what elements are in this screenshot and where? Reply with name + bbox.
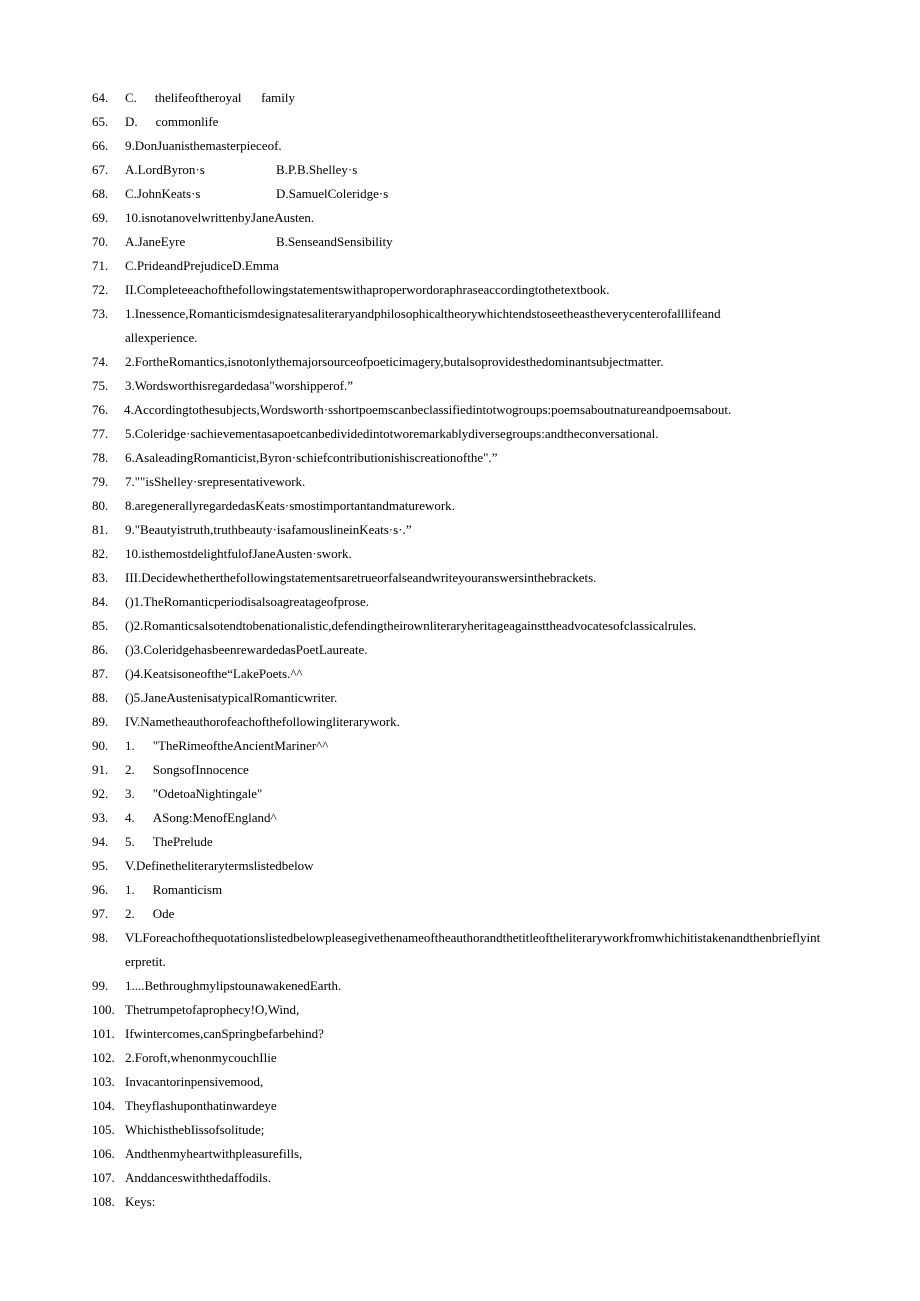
line-number: 72. bbox=[92, 282, 109, 297]
item-text: Ode bbox=[152, 906, 175, 921]
list-item bbox=[92, 86, 872, 110]
line-number: 67. bbox=[92, 162, 109, 177]
list-item bbox=[92, 686, 872, 710]
item-text: ThePrelude bbox=[152, 834, 213, 849]
line-number: 74. bbox=[92, 354, 109, 369]
list-item bbox=[92, 110, 872, 134]
line-number: 107. bbox=[92, 1170, 115, 1185]
section-heading: V.Definetheliterarytermslistedbelow bbox=[125, 858, 314, 873]
list-item bbox=[92, 734, 872, 758]
list-item bbox=[92, 134, 872, 158]
line-number: 78. bbox=[92, 450, 109, 465]
question-list bbox=[92, 86, 872, 1214]
list-item bbox=[92, 662, 872, 686]
item-text: SongsofInnocence bbox=[152, 762, 249, 777]
line-number: 96. bbox=[92, 882, 109, 897]
line-text: ()4.Keatsisoneofthe“LakePoets.^^ bbox=[125, 666, 303, 681]
option-left: C.JohnKeats·s bbox=[125, 186, 201, 201]
line-number: 70. bbox=[92, 234, 109, 249]
list-item bbox=[92, 590, 872, 614]
line-text: 2.FortheRomantics,isnotonlythemajorsourceofpoeticimagery,butalsoprovidesthedominantsubjectmatter. bbox=[125, 354, 664, 369]
line-text: ()3.ColeridgehasbeenrewardedasPoetLaureate. bbox=[125, 642, 368, 657]
list-item bbox=[92, 902, 872, 926]
line-number: 83. bbox=[92, 570, 109, 585]
item-number: 1. bbox=[125, 738, 135, 753]
line-text: 5.Coleridge·sachievementasapoetcanbedividedintotworemarkablydiversegroups:andtheconversational. bbox=[125, 426, 659, 441]
line-number: 90. bbox=[92, 738, 109, 753]
list-item bbox=[92, 1118, 872, 1142]
list-item bbox=[92, 1190, 872, 1214]
line-number: 89. bbox=[92, 714, 109, 729]
line-text: C.PrideandPrejudiceD.Emma bbox=[125, 258, 279, 273]
line-number: 92. bbox=[92, 786, 109, 801]
line-number: 106. bbox=[92, 1146, 115, 1161]
list-item bbox=[92, 182, 872, 206]
line-number: 85. bbox=[92, 618, 109, 633]
list-item bbox=[92, 446, 872, 470]
line-number: 75. bbox=[92, 378, 109, 393]
line-number: 93. bbox=[92, 810, 109, 825]
list-item bbox=[92, 614, 872, 638]
line-number: 108. bbox=[92, 1194, 115, 1209]
item-text: "TheRimeoftheAncientMariner^^ bbox=[152, 738, 329, 753]
quotation-line: 2.Foroft,whenonmycouchIlie bbox=[125, 1050, 277, 1065]
line-number: 81. bbox=[92, 522, 109, 537]
line-number: 94. bbox=[92, 834, 109, 849]
line-text: 9.DonJuanisthemasterpieceof. bbox=[125, 138, 282, 153]
line-number: 64. bbox=[92, 90, 109, 105]
option-text: thelifeoftheroyal bbox=[154, 90, 242, 105]
list-item bbox=[92, 518, 872, 542]
list-item bbox=[92, 854, 872, 878]
line-text: 7.""isShelley·srepresentativework. bbox=[125, 474, 306, 489]
option-letter: D. bbox=[125, 114, 138, 129]
line-number: 77. bbox=[92, 426, 109, 441]
item-text: Romanticism bbox=[152, 882, 223, 897]
line-number: 65. bbox=[92, 114, 109, 129]
line-text: ()1.TheRomanticperiodisalsoagreatageofprose. bbox=[125, 594, 370, 609]
quotation-line: Andthenmyheartwithpleasurefills, bbox=[125, 1146, 303, 1161]
item-number: 2. bbox=[125, 906, 135, 921]
line-number: 79. bbox=[92, 474, 109, 489]
line-number: 69. bbox=[92, 210, 109, 225]
list-item bbox=[92, 1046, 872, 1070]
option-letter: C. bbox=[125, 90, 137, 105]
option-right: D.SamuelColeridge·s bbox=[276, 186, 389, 201]
list-item bbox=[92, 998, 872, 1022]
line-number: 86. bbox=[92, 642, 109, 657]
section-heading: II.Completeeachofthefollowingstatementswithaproperwordoraphraseaccordingtothetextbook. bbox=[125, 282, 610, 297]
list-item bbox=[92, 1166, 872, 1190]
list-item bbox=[92, 470, 872, 494]
list-item bbox=[92, 374, 872, 398]
item-number: 4. bbox=[125, 810, 135, 825]
keys-heading: Keys: bbox=[125, 1194, 156, 1209]
list-item bbox=[92, 206, 872, 230]
line-text: 9."Beautyistruth,truthbeauty·isafamouslineinKeats·s·.” bbox=[125, 522, 412, 537]
line-text: 10.isnotanovelwrittenbyJaneAusten. bbox=[125, 210, 315, 225]
quotation-line: Anddanceswiththedaffodils. bbox=[125, 1170, 271, 1185]
line-number: 97. bbox=[92, 906, 109, 921]
list-item bbox=[92, 1142, 872, 1166]
list-item bbox=[92, 974, 872, 998]
item-number: 1. bbox=[125, 882, 135, 897]
quotation-line: WhichisthebIissofsolitude; bbox=[125, 1122, 265, 1137]
line-number: 102. bbox=[92, 1050, 115, 1065]
line-number: 66. bbox=[92, 138, 109, 153]
line-number: 76. bbox=[92, 402, 109, 417]
line-number: 95. bbox=[92, 858, 109, 873]
line-text: 10.isthemostdelightfulofJaneAusten·swork. bbox=[125, 546, 352, 561]
line-text: 1.Inessence,Romanticismdesignatesaliteraryandphilosophicaltheorywhichtendstoseetheastheverycenterofalllifeandallexperience. bbox=[125, 306, 721, 345]
option-left: A.LordByron·s bbox=[125, 162, 205, 177]
list-item bbox=[92, 302, 872, 350]
list-item bbox=[92, 254, 872, 278]
option-text: commonlife bbox=[155, 114, 219, 129]
list-item bbox=[92, 710, 872, 734]
line-text: 8.aregenerallyregardedasKeats·smostimportantandmaturework. bbox=[125, 498, 455, 513]
list-item bbox=[92, 1094, 872, 1118]
list-item bbox=[92, 1022, 872, 1046]
line-number: 104. bbox=[92, 1098, 115, 1113]
quotation-line: 1....BethroughmylipstounawakenedEarth. bbox=[125, 978, 342, 993]
line-number: 101. bbox=[92, 1026, 115, 1041]
item-number: 5. bbox=[125, 834, 135, 849]
list-item bbox=[92, 638, 872, 662]
line-number: 73. bbox=[92, 306, 109, 321]
list-item bbox=[92, 398, 872, 422]
line-number: 80. bbox=[92, 498, 109, 513]
quotation-line: Invacantorinpensivemood, bbox=[125, 1074, 264, 1089]
item-text: "OdetoaNightingale" bbox=[152, 786, 263, 801]
line-text: ()2.Romanticsalsotendtobenationalistic,defendingtheirownliteraryheritageagainsttheadvocatesofclassicalrules. bbox=[125, 618, 697, 633]
line-number: 98. bbox=[92, 930, 109, 945]
section-heading: VLForeachofthequotationslistedbelowpleasegivethenameoftheauthorandthetitleoftheliteraryworkfromwhichitistakenandthenbrieflyinterpretit. bbox=[125, 930, 821, 969]
section-heading: III.Decidewhetherthefollowingstatementsaretrueorfalseandwriteyouranswersinthebrackets. bbox=[125, 570, 597, 585]
list-item bbox=[92, 494, 872, 518]
list-item bbox=[92, 350, 872, 374]
list-item bbox=[92, 230, 872, 254]
list-item bbox=[92, 1070, 872, 1094]
line-number: 99. bbox=[92, 978, 109, 993]
line-number: 82. bbox=[92, 546, 109, 561]
section-heading: IV.Nametheauthorofeachofthefollowingliterarywork. bbox=[125, 714, 400, 729]
quotation-line: Ifwintercomes,canSpringbefarbehind? bbox=[125, 1026, 324, 1041]
list-item bbox=[92, 158, 872, 182]
option-text-tail: family bbox=[261, 90, 295, 105]
item-number: 3. bbox=[125, 786, 135, 801]
quotation-line: Theyflashuponthatinwardeye bbox=[125, 1098, 277, 1113]
line-text: 3.Wordsworthisregardedasa"worshipperof.” bbox=[125, 378, 354, 393]
line-number: 71. bbox=[92, 258, 109, 273]
line-number: 88. bbox=[92, 690, 109, 705]
list-item bbox=[92, 758, 872, 782]
line-number: 105. bbox=[92, 1122, 115, 1137]
list-item bbox=[92, 878, 872, 902]
list-item bbox=[92, 926, 872, 974]
line-number: 100. bbox=[92, 1002, 115, 1017]
list-item bbox=[92, 278, 872, 302]
line-text: 6.AsaleadingRomanticist,Byron·schiefcontributionishiscreationofthe".” bbox=[125, 450, 498, 465]
line-number: 68. bbox=[92, 186, 109, 201]
line-text: 4.Accordingtothesubjects,Wordsworth·sshortpoemscanbeclassifiedintotwogroups:poemsaboutnatureandpoemsabout. bbox=[124, 402, 732, 417]
option-left: A.JaneEyre bbox=[125, 234, 186, 249]
line-text: ()5.JaneAustenisatypicalRomanticwriter. bbox=[125, 690, 338, 705]
list-item bbox=[92, 422, 872, 446]
list-item bbox=[92, 542, 872, 566]
line-number: 84. bbox=[92, 594, 109, 609]
list-item bbox=[92, 806, 872, 830]
line-number: 91. bbox=[92, 762, 109, 777]
list-item bbox=[92, 566, 872, 590]
quotation-line: Thetrumpetofaprophecy!O,Wind, bbox=[125, 1002, 300, 1017]
item-text: ASong:MenofEngland^ bbox=[152, 810, 277, 825]
item-number: 2. bbox=[125, 762, 135, 777]
line-number: 87. bbox=[92, 666, 109, 681]
line-number: 103. bbox=[92, 1074, 115, 1089]
list-item bbox=[92, 830, 872, 854]
list-item bbox=[92, 782, 872, 806]
option-right: B.P.B.Shelley·s bbox=[276, 162, 358, 177]
option-right: B.SenseandSensibility bbox=[276, 234, 393, 249]
